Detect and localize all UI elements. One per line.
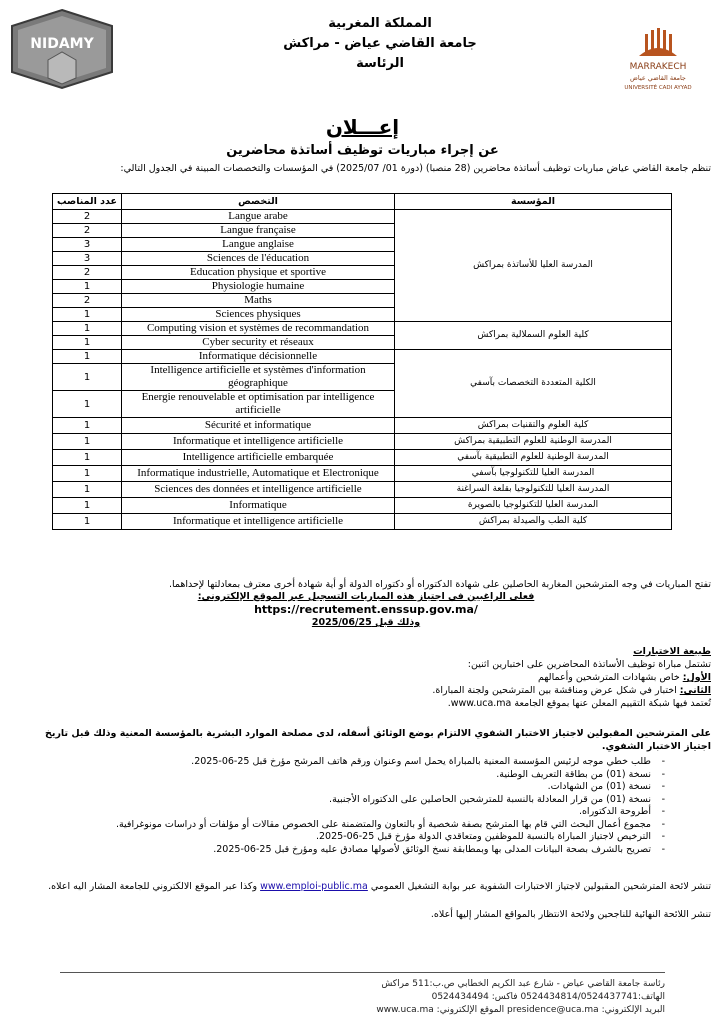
grid-note: تُعتمد فيها شبكة التقييم المعلن عنها بموقع الجامعة www.uca.ma. <box>447 698 711 709</box>
bullet-icon: - <box>661 793 665 805</box>
document-item <box>65 794 665 807</box>
bullet-icon: - <box>661 781 665 792</box>
positions-table <box>52 193 672 530</box>
document-item-text: نسخة (01) من الشهادات. <box>547 781 651 792</box>
exams-intro: تشتمل مباراة توظيف الأساتذة المحاضرين على اختبارين اثنين: <box>467 659 711 670</box>
intro-paragraph: تنظم جامعة القاضي عياض مباريات توظيف أساتذة محاضرين (28 منصبا) (دورة 01/ 2025/07) في المؤسسات والتخصصات المبينة في الجدول التالي: <box>120 163 711 174</box>
specialty-cell: Informatique et intelligence artificielle <box>122 514 395 530</box>
institution-cell: كلية العلوم السملالية بمراكش <box>395 322 672 350</box>
publication-text-a: تنشر لائحة المترشحين المقبولين لاجتياز الاختبارات الشفوية عبر بوابة التشغيل العمومي <box>370 881 711 892</box>
bullet-icon: - <box>661 806 665 817</box>
document-item <box>65 756 665 769</box>
table-row <box>53 434 672 450</box>
table-row <box>53 466 672 482</box>
position-count-cell: 1 <box>53 514 122 530</box>
footer-divider <box>60 972 665 973</box>
specialty-cell: Langue arabe <box>122 210 395 224</box>
table-row <box>53 450 672 466</box>
specialty-cell: Cyber security et réseaux <box>122 336 395 350</box>
institution-cell: المدرسة الوطنية للعلوم التطبيقية بآسفي <box>395 450 672 466</box>
col-header-specialty: التخصص <box>122 194 395 210</box>
table-row <box>53 498 672 514</box>
document-item-text: أطروحة الدكتوراه. <box>578 806 651 817</box>
institution-cell: المدرسة العليا للتكنولوجيا بآسفي <box>395 466 672 482</box>
position-count-cell: 2 <box>53 224 122 238</box>
position-count-cell: 1 <box>53 391 122 418</box>
specialty-cell: Physiologie humaine <box>122 280 395 294</box>
position-count-cell: 1 <box>53 336 122 350</box>
publication-line1 <box>21 880 711 893</box>
institution-cell: المدرسة العليا للتكنولوجيا بالصويرة <box>395 498 672 514</box>
document-item-text: نسخة (01) من بطاقة التعريف الوطنية. <box>496 768 651 780</box>
specialty-cell: Sciences des données et intelligence artificielle <box>122 482 395 498</box>
institution-header <box>260 14 500 74</box>
publication-line2: تنشر اللائحة النهائية للناجحين ولائحة الانتظار بالمواقع المشار إليها أعلاه. <box>430 909 711 920</box>
document-item-text: نسخة (01) من قرار المعادلة بالنسبة للمترشحين الحاصلين على الدكتوراه الأجنبية. <box>329 793 651 805</box>
uca-logo <box>595 20 715 100</box>
institution-cell: كلية العلوم والتقنيات بمراكش <box>395 418 672 434</box>
specialty-cell: Energie renouvelable et optimisation par intelligence artificielle <box>122 391 395 418</box>
position-count-cell: 1 <box>53 364 122 391</box>
specialty-cell: Sciences de l'éducation <box>122 252 395 266</box>
position-count-cell: 1 <box>53 418 122 434</box>
position-count-cell: 1 <box>53 434 122 450</box>
col-header-count: عدد المناصب <box>53 194 122 210</box>
table-row <box>53 514 672 530</box>
table-row <box>53 322 672 336</box>
exam-first <box>21 671 711 684</box>
document-item-text: تصريح بالشرف بصحة البيانات المدلى بها وبمطابقة نسخ الوثائق لأصولها مصادق عليه ومؤرخ قبل 25-06-2025. <box>213 843 651 855</box>
register-notice: فعلى الراغبين في اجتياز هذه المباريات التسجيل عبر الموقع الإلكتروني: <box>197 591 535 602</box>
publication-text-b: وكذا عبر الموقع الالكتروني للجامعة المشار اليه اعلاه. <box>48 881 258 892</box>
specialty-cell: Informatique <box>122 498 395 514</box>
university-name: جامعة القاضي عياض - مراكش <box>283 36 477 51</box>
specialty-cell: Langue française <box>122 224 395 238</box>
deadline-text: وذلك قبل 2025/06/25 <box>311 617 421 628</box>
specialty-cell: Informatique décisionnelle <box>122 350 395 364</box>
document-item <box>65 806 665 819</box>
documents-list <box>65 756 665 856</box>
exams-heading: طبيعة الاختبارات <box>633 646 711 657</box>
table-row <box>53 418 672 434</box>
specialty-cell: Maths <box>122 294 395 308</box>
exam-first-label: الأول: <box>682 672 711 683</box>
position-count-cell: 2 <box>53 266 122 280</box>
institution-cell: الكلية المتعددة التخصصات بآسفي <box>395 350 672 418</box>
specialty-cell: Informatique industrielle, Automatique et Electronique <box>122 466 395 482</box>
col-header-institution: المؤسسة <box>395 194 672 210</box>
announcement-title: إعـــلان <box>325 115 400 139</box>
position-count-cell: 1 <box>53 482 122 498</box>
specialty-cell: Sciences physiques <box>122 308 395 322</box>
position-count-cell: 1 <box>53 450 122 466</box>
institution-cell: المدرسة العليا للأساتذة بمراكش <box>395 210 672 322</box>
footer-contact: البريد الإلكتروني: presidence@uca.ma الموقع الإلكتروني: www.uca.ma <box>376 1005 665 1015</box>
emploi-public-link[interactable]: www.emploi-public.ma <box>260 881 368 892</box>
exam-second-label: الثاني: <box>679 685 711 696</box>
position-count-cell: 1 <box>53 498 122 514</box>
exam-second-text: اختبار في شكل عرض ومناقشة بين المترشحين ولجنة المباراة. <box>432 685 680 696</box>
position-count-cell: 1 <box>53 350 122 364</box>
position-count-cell: 2 <box>53 210 122 224</box>
institution-cell: المدرسة الوطنية للعلوم التطبيقية بمراكش <box>395 434 672 450</box>
oral-heading: على المترشحين المقبولين لاجتياز الاختبار الشفوي الالتزام بوضع الوثائق أسفله، لدى مصلحة الموارد البشرية بالمؤسسة المعنية وذلك قبل تاريخ اجتياز الاختبار الشفوي. <box>45 728 711 752</box>
svg-text:جامعة القاضي عياض: جامعة القاضي عياض <box>630 74 686 82</box>
document-item-text: طلب خطي موجه لرئيس المؤسسة المعنية بالمباراة يحمل اسم وعنوان ورقم هاتف المرشح مؤرخ قبل 25-06-2025. <box>191 756 651 767</box>
table-row <box>53 482 672 498</box>
exam-first-text: خاص بشهادات المترشحين وأعمالهم <box>537 672 683 683</box>
position-count-cell: 1 <box>53 308 122 322</box>
svg-text:MARRAKECH: MARRAKECH <box>629 62 687 72</box>
bullet-icon: - <box>661 756 665 767</box>
bullet-icon: - <box>661 768 665 780</box>
register-url-link[interactable]: https://recrutement.enssup.gov.ma/ <box>254 603 478 616</box>
document-item <box>65 781 665 794</box>
eligibility-text: تفتح المباريات في وجه المترشحين المغاربة الحاصلين على شهادة الدكتوراه أو دكتوراه الدولة أو أية شهادة أخرى معترف بمعادلتها لإحداهما. <box>168 579 711 590</box>
exam-second <box>21 684 711 697</box>
position-count-cell: 1 <box>53 322 122 336</box>
institution-cell: المدرسة العليا للتكنولوجيا بقلعة السراغنة <box>395 482 672 498</box>
document-item <box>65 844 665 857</box>
footer-phone: الهاتف:0524434814/0524437741 فاكس: 0524434494 <box>431 992 665 1002</box>
bullet-icon: - <box>661 818 665 830</box>
document-item-text: الترخيص لاجتياز المباراة بالنسبة للموظفين ومتعاقدي الدولة مؤرخ قبل 25-06-2025. <box>315 831 651 842</box>
position-count-cell: 1 <box>53 280 122 294</box>
specialty-cell: Sécurité et informatique <box>122 418 395 434</box>
document-item-text: مجموع أعمال البحث التي قام بها المترشح بصفة شخصية أو بالتعاون والمتضمنة على الخصوص مقالات أو مؤلفات أو دراسات مونوغرافية. <box>115 818 651 830</box>
specialty-cell: Langue anglaise <box>122 238 395 252</box>
specialty-cell: Informatique et intelligence artificielle <box>122 434 395 450</box>
position-count-cell: 3 <box>53 252 122 266</box>
table-row <box>53 350 672 364</box>
position-count-cell: 2 <box>53 294 122 308</box>
specialty-cell: Intelligence artificielle et systèmes d'information géographique <box>122 364 395 391</box>
svg-text:UNIVERSITÉ CADI AYYAD: UNIVERSITÉ CADI AYYAD <box>624 85 692 91</box>
document-item <box>65 819 665 832</box>
footer-address: رئاسة جامعة القاضي عياض - شارع عبد الكريم الخطابي ص.ب:511 مراكش <box>381 979 665 989</box>
presidency-name: الرئاسة <box>356 56 404 71</box>
nidamy-logo <box>8 8 116 90</box>
document-item <box>65 769 665 782</box>
position-count-cell: 1 <box>53 466 122 482</box>
announcement-subtitle: عن إجراء مباريات توظيف أساتذة محاضرين <box>226 143 499 158</box>
specialty-cell: Education physique et sportive <box>122 266 395 280</box>
specialty-cell: Intelligence artificielle embarquée <box>122 450 395 466</box>
bullet-icon: - <box>661 843 665 855</box>
table-header-row <box>53 194 672 210</box>
position-count-cell: 3 <box>53 238 122 252</box>
country-name: المملكة المغربية <box>328 16 432 31</box>
bullet-icon: - <box>661 831 665 842</box>
document-item <box>65 831 665 844</box>
table-row <box>53 210 672 224</box>
institution-cell: كلية الطب والصيدلة بمراكش <box>395 514 672 530</box>
svg-text:NIDAMY: NIDAMY <box>30 36 94 52</box>
specialty-cell: Computing vision et systèmes de recommandation <box>122 322 395 336</box>
